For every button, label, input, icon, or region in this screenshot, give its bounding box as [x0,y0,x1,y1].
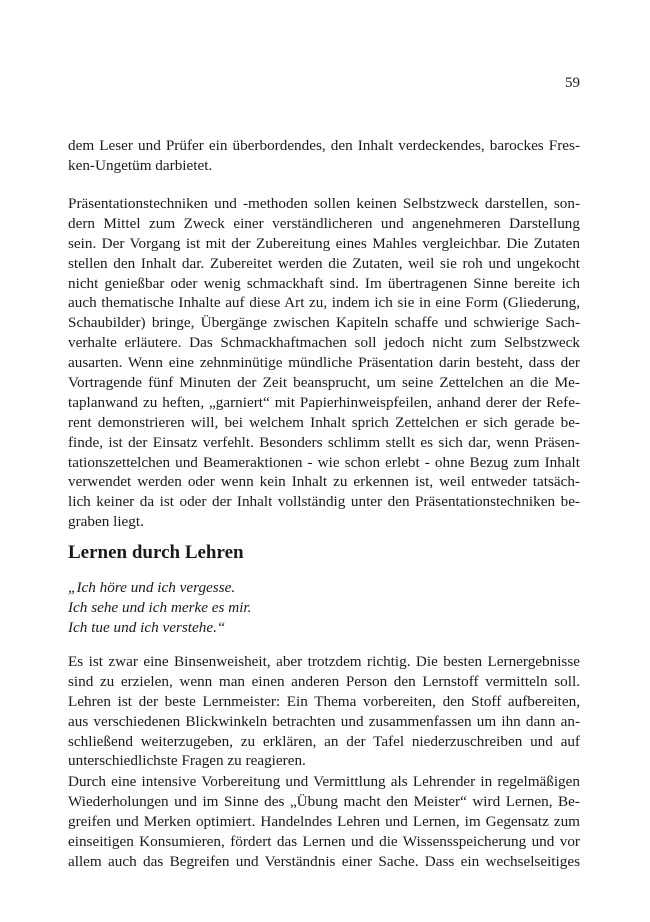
text-line: allem auch das Begreifen und Verständnis einer Sache. Dass ein wechselseitiges [68,852,580,870]
text-line: finde, ist der Einsatz verfehlt. Besonders schlimm stellt es sich dar, wenn Präsen- [68,433,580,451]
text-line: lich keiner da ist oder der Inhalt vollständig unter den Präsentationstechniken be- [68,493,580,511]
text-line: Schaubilder) bringe, Übergänge zwischen Kapiteln schaffe und schwierige Sach- [68,314,580,332]
text-line: Es ist zwar eine Binsenweisheit, aber trotzdem richtig. Die besten Lernergebnisse [68,653,580,670]
text-line: unterschiedlichste Fragen zu reagieren. [68,752,306,770]
text-line: tationszettelchen und Beameraktionen - wie schon erlebt - ohne Bezug zum Inhalt [68,453,580,471]
text-line: ausarten. Wenn eine zehnminütige mündliche Präsentation darin besteht, dass der [68,354,580,372]
text-line: auch thematische Inhalte auf diese Art zu, indem ich sie in eine Form (Gliederung, [68,294,580,312]
text-line: verhalte erläutere. Das Schmackhaftmachen soll jedoch nicht zum Selbstzweck [68,334,580,352]
text-line: aus verschiedenen Blickwinkeln betrachten und zusammenfassen um ihn dann an- [68,712,580,730]
quote-line: „Ich höre und ich vergesse. [68,579,236,596]
paragraph-4 [68,772,580,871]
text-line: Vortragende fünf Minuten der Zeit beansprucht, um seine Zettelchen an die Me- [68,374,580,392]
epigraph-quote [68,578,580,638]
text-line: Präsentationstechniken und -methoden sollen keinen Selbstzweck darstellen, son- [68,195,580,212]
paragraph-2 [68,194,580,532]
text-line: verwendet werden oder wenn kein Inhalt zu erkennen ist, weil entweder tatsäch- [68,473,580,491]
text-line: sind zu erzielen, wenn man einen anderen Person den Lernstoff vermitteln soll. [68,672,580,690]
text-line: ken-Ungetüm darbietet. [68,156,213,174]
text-line: Wiederholungen und im Sinne des „Übung macht den Meister“ wird Lernen, Be- [68,792,580,810]
paragraph-3 [68,652,580,771]
page-number: 59 [565,75,580,91]
text-line: graben liegt. [68,513,144,531]
quote-line: Ich sehe und ich merke es mir. [68,598,252,616]
text-line: sein. Der Vorgang ist mit der Zubereitung eines Mahles vergleichbar. Die Zutaten [68,234,580,252]
text-line: Durch eine intensive Vorbereitung und Vermittlung als Lehrender in regelmäßigen [68,773,580,790]
paragraph-1 [68,136,580,176]
text-line: taplanwand zu heften, „garniert“ mit Papierhinweispfeilen, anhand derer der Refe- [68,393,580,411]
text-line: dern Mittel zum Zweck einer verständlicheren und angenehmeren Darstellung [68,214,580,232]
text-line: stellen den Inhalt dar. Zubereitet werden die Zutaten, weil sie roh und ungekocht [68,254,580,272]
text-line: Lehren ist der beste Lernmeister: Ein Thema vorbereiten, den Stoff aufbereiten, [68,692,580,710]
text-line: schließend weiterzugeben, zu erklären, an der Tafel niederzuschreiben und auf [68,732,580,750]
text-line: rent demonstrieren will, bei welchem Inhalt sprich Zettelchen er sich gerade be- [68,413,580,431]
text-line: einseitigen Konsumieren, fördert das Lernen und die Wissensspeicherung und vor [68,832,580,850]
quote-line: Ich tue und ich verstehe.“ [68,618,226,636]
text-line: dem Leser und Prüfer ein überbordendes, den Inhalt verdeckendes, barockes Fres- [68,137,580,154]
text-line: greifen und Merken optimiert. Handelndes Lehren und Lernen, im Gegensatz zum [68,812,580,830]
text-line: nicht genießbar oder wenig schmackhaft sind. Im übertragenen Sinne bereite ich [68,274,580,292]
section-heading: Lernen durch Lehren [68,542,244,563]
